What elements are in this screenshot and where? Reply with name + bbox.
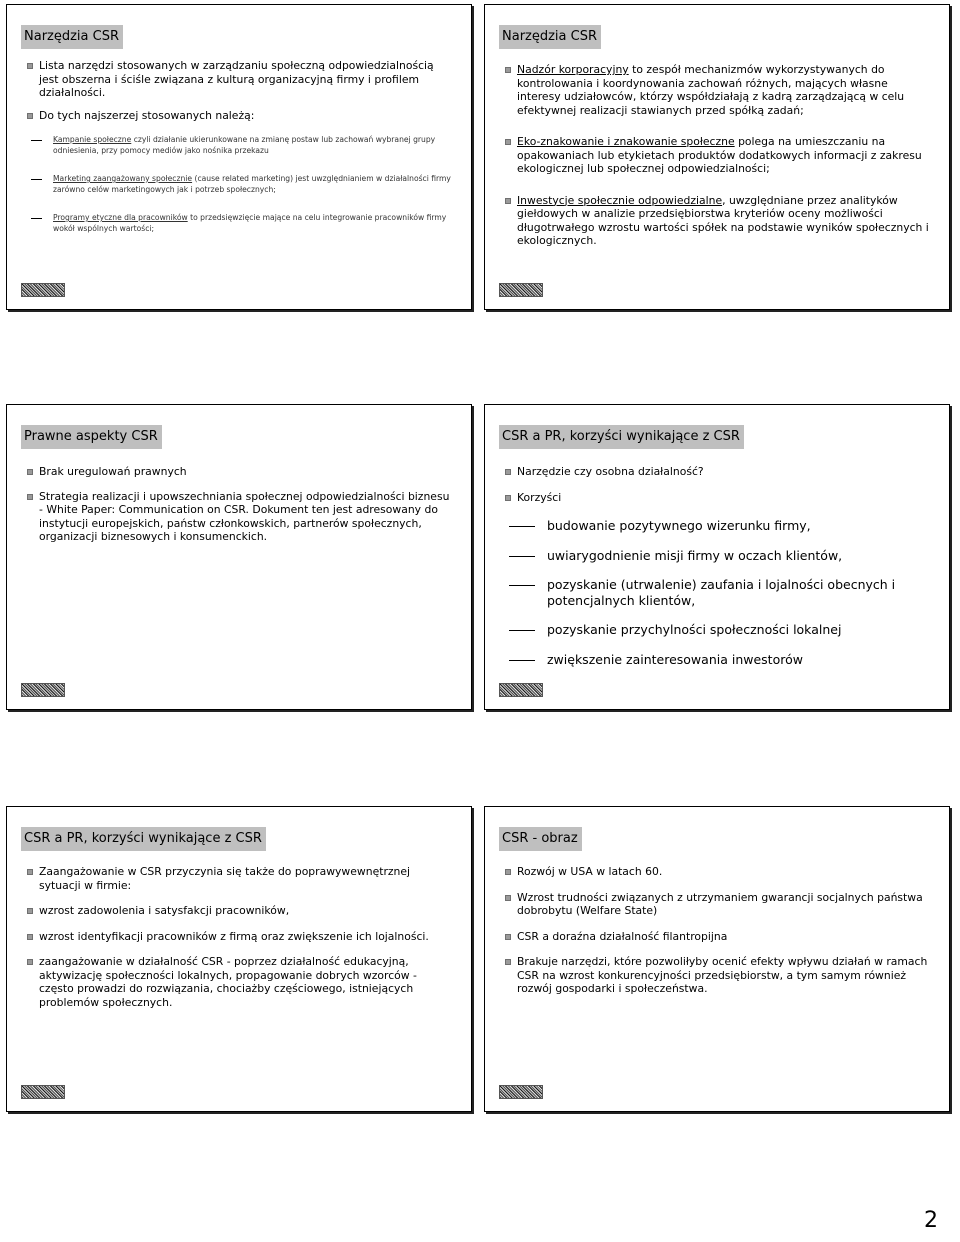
- slide-title: Prawne aspekty CSR: [21, 425, 461, 449]
- slide-body: [25, 865, 453, 1023]
- slide-body: [503, 865, 931, 1010]
- bullet: Zaangażowanie w CSR przyczynia się także do poprawywewnętrznej sytuacji w firmie:: [25, 865, 453, 892]
- slide-body: [503, 63, 931, 262]
- slide-6: [484, 806, 950, 1112]
- logo-icon: [499, 1085, 543, 1099]
- slide-5: [6, 806, 472, 1112]
- slide-title: CSR - obraz: [499, 827, 939, 851]
- page-number: 2: [924, 1208, 938, 1233]
- slide-4: [484, 404, 950, 710]
- bullet: Korzyści: [503, 491, 931, 505]
- slide-2: [484, 4, 950, 310]
- bullet: Rozwój w USA w latach 60.: [503, 865, 931, 879]
- bullet: Nadzór korporacyjny to zespół mechanizmów wykorzystywanych do kontrolowania i koordynowania zachowań różnych, mających własne interesy udziałowców, którzy współdziałają z kadrą zarządzającą w celu efektywnej realizacji stawianych przed spółką zadań;: [503, 63, 931, 117]
- bullet: Brakuje narzędzi, które pozwoliłyby ocenić efekty wpływu działań w ramach CSR na wzrost konkurencyjności przedsiębiorstw, a tym samym również rozwój gospodarki i społeczeństwa.: [503, 955, 931, 996]
- slide-3: [6, 404, 472, 710]
- bullet: Wzrost trudności związanych z utrzymaniem gwarancji socjalnych państwa dobrobytu (Welfare State): [503, 891, 931, 918]
- logo-icon: [499, 683, 543, 697]
- slide-title: CSR a PR, korzyści wynikające z CSR: [499, 425, 939, 449]
- slide-body: [25, 59, 453, 252]
- sub-bullet: zwiększenie zainteresowania inwestorów: [503, 652, 931, 668]
- sub-bullet: pozyskanie (utrwalenie) zaufania i lojalności obecnych i potencjalnych klientów,: [503, 577, 931, 608]
- logo-icon: [499, 283, 543, 297]
- slide-body: [25, 465, 453, 558]
- bullet: Do tych najszerzej stosowanych należą:: [25, 109, 453, 123]
- sub-bullet: Marketing zaangażowany społecznie (cause related marketing) jest uwzględnianiem w działalności firmy zarówno celów marketingowych jak i potrzeb społecznych;: [25, 174, 453, 195]
- logo-icon: [21, 683, 65, 697]
- bullet: Lista narzędzi stosowanych w zarządzaniu społeczną odpowiedzialnością jest obszerna i ściśle związana z kulturą organizacyjną firmy i profilem działalności.: [25, 59, 453, 100]
- sub-bullet: pozyskanie przychylności społeczności lokalnej: [503, 622, 931, 638]
- slide-body: [503, 465, 931, 681]
- bullet: Eko-znakowanie i znakowanie społeczne polega na umieszczaniu na opakowaniach lub etykietach produktów dodatkowych informacji z zakresu ekologicznej lub społecznej odpowiedzialności;: [503, 135, 931, 176]
- sub-bullet: uwiarygodnienie misji firmy w oczach klientów,: [503, 548, 931, 564]
- bullet: wzrost identyfikacji pracowników z firmą oraz zwiększenie ich lojalności.: [25, 930, 453, 944]
- sub-bullet: Kampanie społeczne czyli działanie ukierunkowane na zmianę postaw lub zachowań wybranej grupy odniesienia, przy pomocy mediów jako nośnika przekazu: [25, 135, 453, 156]
- logo-icon: [21, 283, 65, 297]
- bullet: Narzędzie czy osobna działalność?: [503, 465, 931, 479]
- bullet: Strategia realizacji i upowszechniania społecznej odpowiedzialności biznesu - White Paper: Communication on CSR. Dokument ten jest adresowany do instytucji europejskich, państw członkowskich, partnerów społecznych, organizacji biznesowych i konsumenckich.: [25, 490, 453, 544]
- slide-title: Narzędzia CSR: [499, 25, 939, 49]
- slide-title: CSR a PR, korzyści wynikające z CSR: [21, 827, 461, 851]
- bullet: Brak uregulowań prawnych: [25, 465, 453, 479]
- slide-1: [6, 4, 472, 310]
- bullet: CSR a doraźna działalność filantropijna: [503, 930, 931, 944]
- logo-icon: [21, 1085, 65, 1099]
- sub-bullet: budowanie pozytywnego wizerunku firmy,: [503, 518, 931, 534]
- bullet: wzrost zadowolenia i satysfakcji pracowników,: [25, 904, 453, 918]
- slide-title: Narzędzia CSR: [21, 25, 461, 49]
- bullet: zaangażowanie w działalność CSR - poprzez działalność edukacyjną, aktywizację społeczności lokalnych, propagowanie dobrych wzorców - często prowadzi do rozwiązania, chociażby częściowego, istniejących problemów społecznych.: [25, 955, 453, 1009]
- bullet: Inwestycje społecznie odpowiedzialne, uwzględniane przez analityków giełdowych w analizie przedsiębiorstwa kryteriów oceny możliwości długotrwałego wzrostu wartości spółek na podstawie wyników społecznych i ekologicznych.: [503, 194, 931, 248]
- sub-bullet: Programy etyczne dla pracowników to przedsięwzięcie mające na celu integrowanie pracowników firmy wokół wspólnych wartości;: [25, 213, 453, 234]
